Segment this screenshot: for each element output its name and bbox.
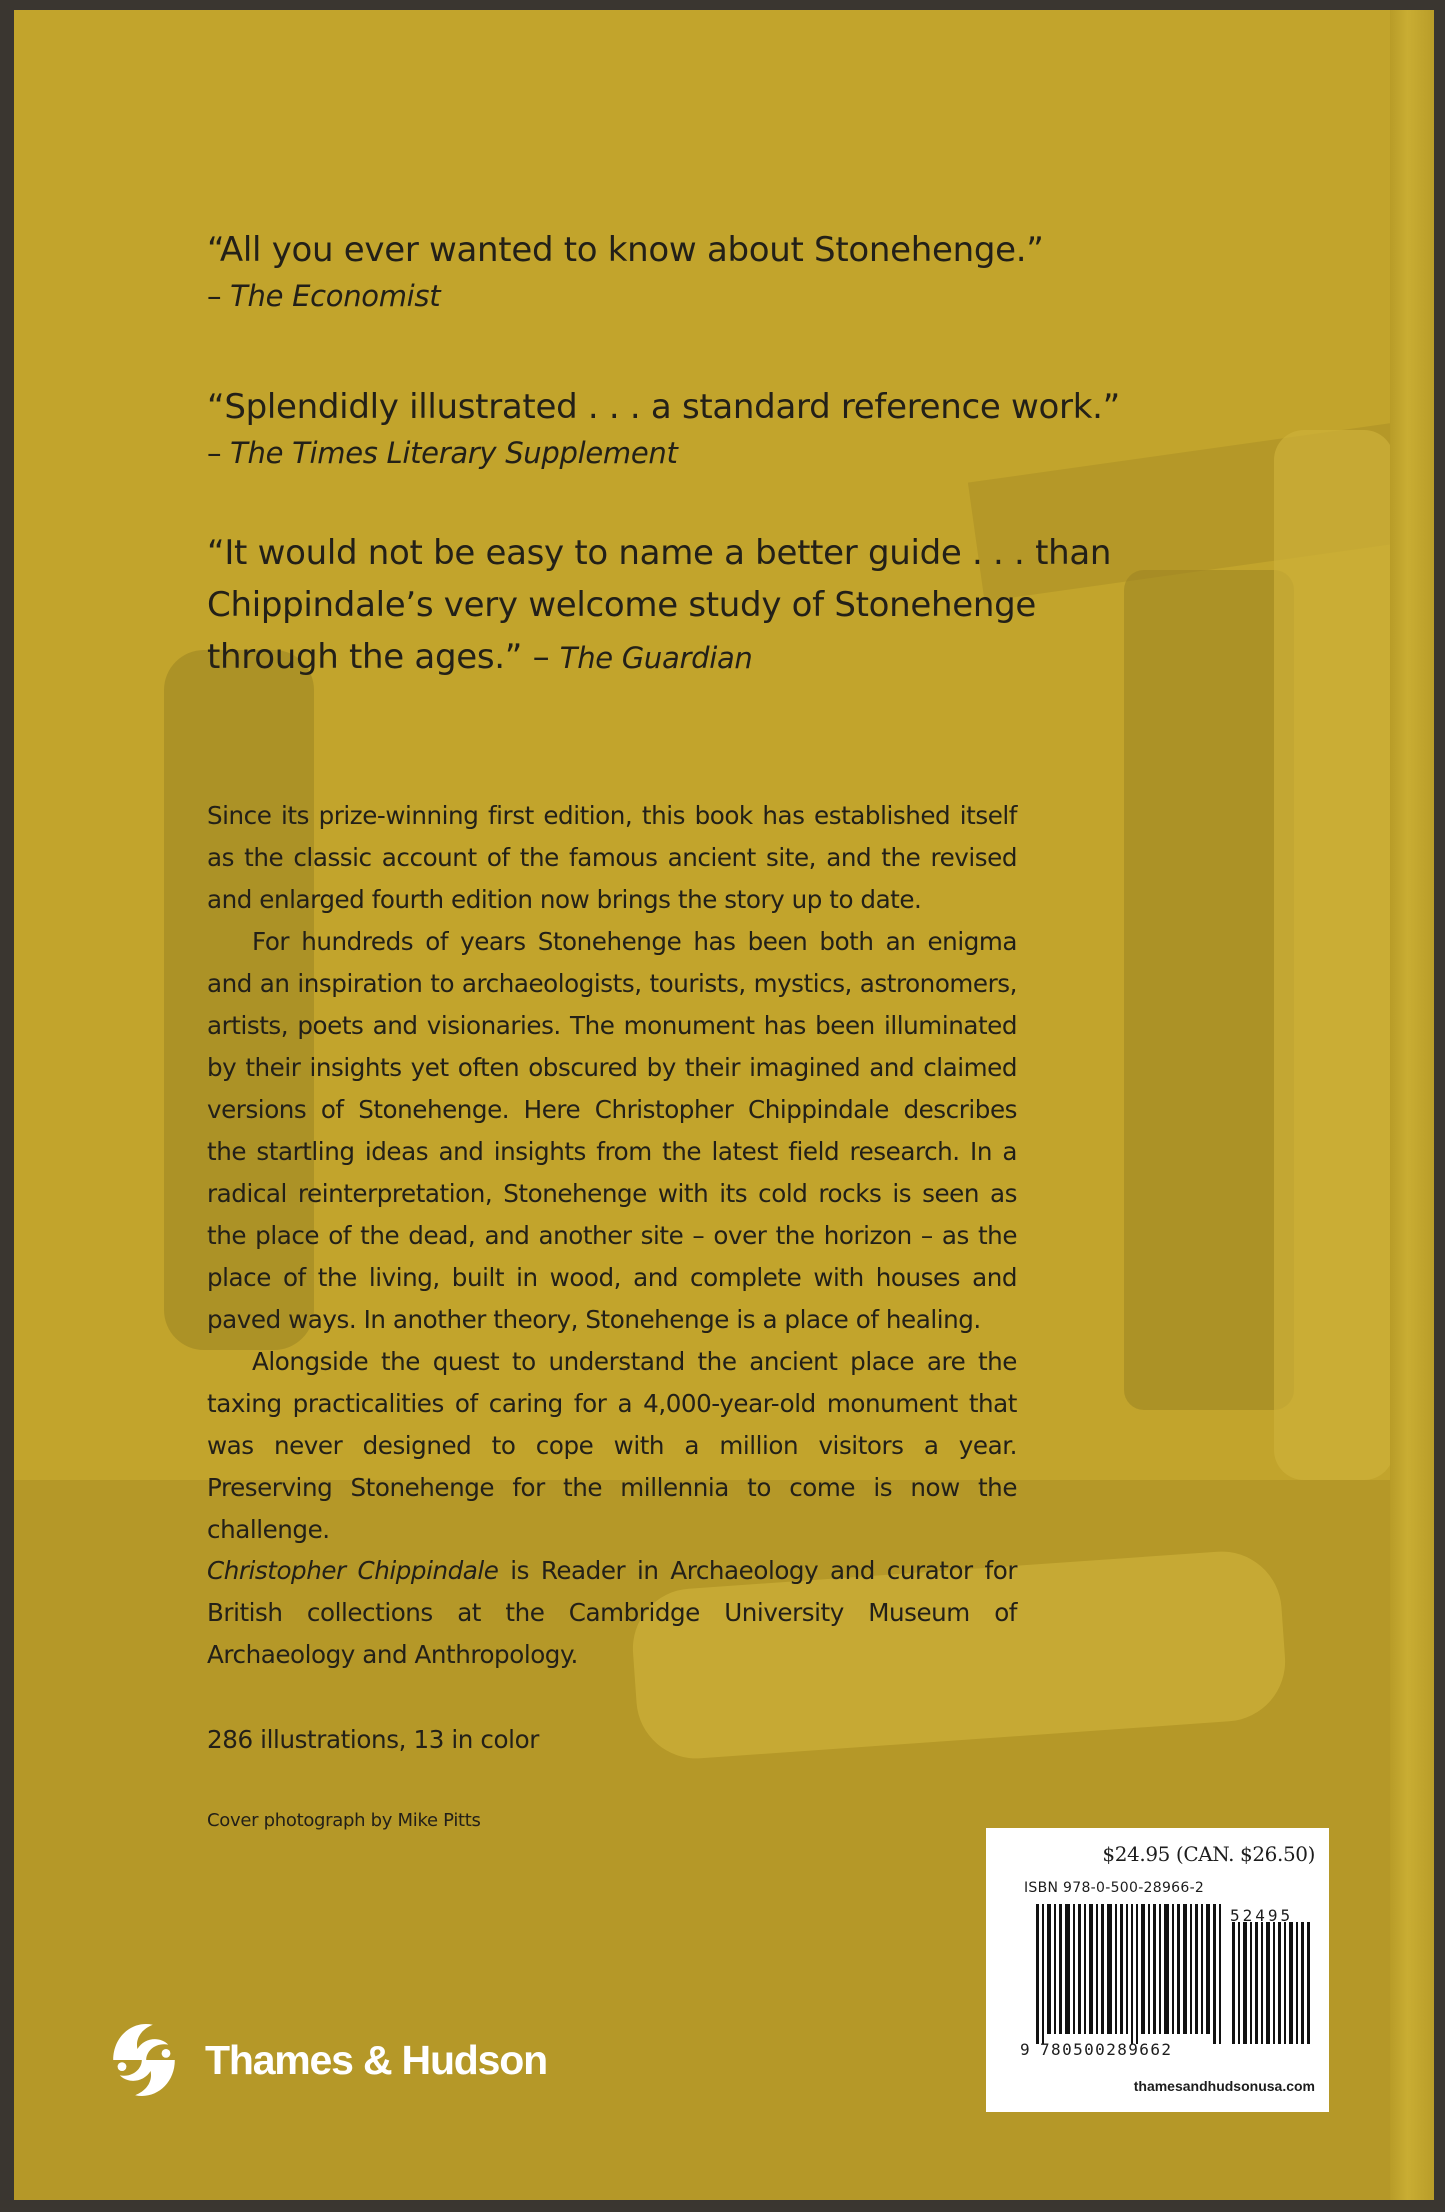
quote-source-line: – The Times Literary Supplement bbox=[207, 436, 678, 470]
barcode-panel bbox=[986, 1828, 1329, 2112]
description-paragraph: Alongside the quest to understand the ancient place are the taxing practicalities of caring for a 4,000-year-old monument that was never designed to cope with a million visitors a year. Preserving Stonehenge for the millennia to come is now the challenge. bbox=[207, 1347, 1017, 1544]
barcode-digits: 780500289662 bbox=[1040, 2040, 1173, 2059]
quote-source: The Economist bbox=[230, 279, 441, 313]
author-bio bbox=[207, 1550, 1017, 1676]
stone-shape-right bbox=[1124, 570, 1294, 1410]
illustrations-count: 286 illustrations, 13 in color bbox=[207, 1725, 539, 1754]
author-name: Christopher Chippindale bbox=[207, 1556, 499, 1585]
publisher-website: thamesandhudsonusa.com bbox=[1133, 2078, 1315, 2094]
book-back-cover bbox=[14, 10, 1434, 2200]
quote-text: “Splendidly illustrated . . . a standard reference work.” bbox=[207, 387, 1120, 427]
book-description bbox=[207, 795, 1017, 1551]
quote-line: through the ages.” – bbox=[207, 637, 560, 677]
quote-line: “It would not be easy to name a better guide . . . than bbox=[207, 533, 1112, 573]
quote-source: The Times Literary Supplement bbox=[230, 436, 678, 470]
cover-photo-credit: Cover photograph by Mike Pitts bbox=[207, 1810, 481, 1831]
quote-source-line: – The Economist bbox=[207, 279, 441, 313]
review-quote-guardian bbox=[207, 527, 1111, 684]
quote-text: “All you ever wanted to know about Stonehenge.” bbox=[207, 230, 1044, 270]
barcode-icon bbox=[1036, 1904, 1312, 2044]
description-paragraph: Since its prize-winning first edition, this book has established itself as the classic account of the famous ancient site, and the revised and enlarged fourth edition now brings the story up to date. bbox=[207, 801, 1017, 914]
quote-line-last bbox=[207, 631, 1111, 684]
isbn-label: ISBN 978-0-500-28966-2 bbox=[1024, 1880, 1205, 1896]
author-bio-text: is Reader in Archaeology and curator for British collections at the Cambridge University Museum of Archaeology and Anthropology. bbox=[207, 1556, 1017, 1669]
price-label: $24.95 (CAN. $26.50) bbox=[1102, 1842, 1315, 1866]
barcode-addon-digits: 52495 bbox=[1230, 1906, 1294, 1925]
review-quote-tls bbox=[207, 381, 1120, 473]
review-quote-economist bbox=[207, 224, 1044, 316]
thames-hudson-dolphins-icon bbox=[89, 2005, 199, 2115]
quote-source: The Guardian bbox=[559, 641, 753, 675]
quote-line: Chippindale’s very welcome study of Stonehenge bbox=[207, 585, 1037, 625]
barcode-lead-digit: 9 bbox=[1020, 2040, 1030, 2059]
publisher-logo bbox=[89, 2005, 547, 2115]
stone-shape-far-right bbox=[1274, 430, 1394, 1480]
description-paragraph: For hundreds of years Stonehenge has been both an enigma and an inspiration to archaeologists, tourists, mystics, astronomers, artists, poets and visionaries. The monument has been illuminated by their insights yet often obscured by their imagined and claimed versions of Stonehenge. Here Christopher Chippindale describes the startling ideas and insights from the latest field research. In a radical reinterpretation, Stonehenge with its cold rocks is seen as the place of the dead, and another site – over the horizon – as the place of the living, built in wood, and complete with houses and paved ways. In another theory, Stonehenge is a place of healing. bbox=[207, 927, 1017, 1334]
publisher-name: Thames & Hudson bbox=[205, 2036, 547, 2083]
spine-edge bbox=[1390, 10, 1434, 2200]
